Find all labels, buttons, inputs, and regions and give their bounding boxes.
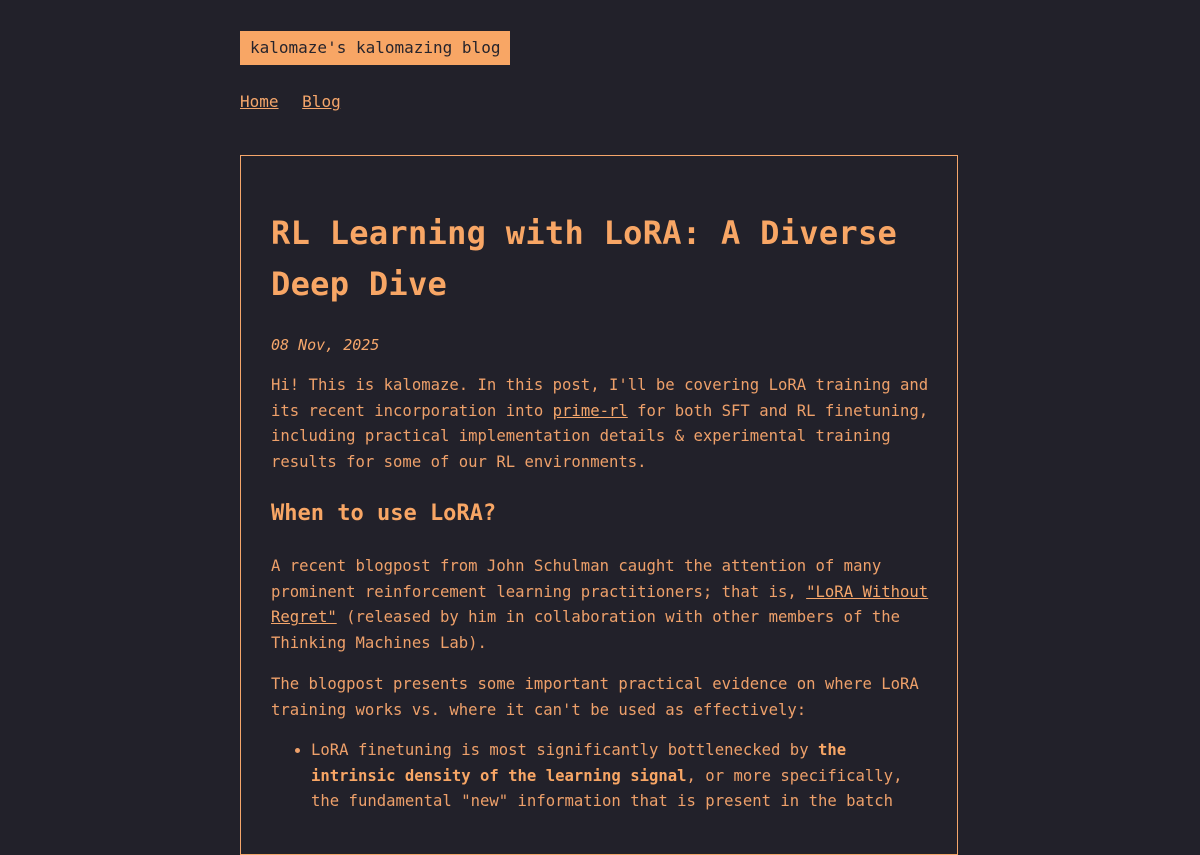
p1-text-before: A recent blogpost from John Schulman caught the attention of many prominent reinforcement learning practitioners; that is, xyxy=(271,557,882,601)
intro-paragraph xyxy=(271,373,931,476)
list-item xyxy=(311,738,931,815)
intro-text-before: Hi! This is kalomaze. In this post, I'll be covering LoRA training and its recent incorporation into xyxy=(271,376,929,420)
site-title-link[interactable]: kalomaze's kalomazing blog xyxy=(240,31,510,65)
post-card xyxy=(240,155,958,855)
section1-paragraph-1 xyxy=(271,554,931,657)
bullet-bold-text: the intrinsic density of the learning signal xyxy=(311,741,847,785)
prime-rl-link[interactable]: prime-rl xyxy=(552,401,628,420)
nav-link-home[interactable]: Home xyxy=(240,92,279,111)
nav-link-blog[interactable]: Blog xyxy=(302,92,341,111)
intro-text-after: for both SFT and RL finetuning, including practical implementation details & experimental training results for some of our RL environments. xyxy=(271,401,929,472)
lora-without-regret-link[interactable]: "LoRA Without Regret" xyxy=(271,582,929,627)
post-date: 08 Nov, 2025 xyxy=(271,336,380,354)
post-title: RL Learning with LoRA: A Diverse Deep Dive xyxy=(271,214,898,303)
top-nav xyxy=(240,91,355,113)
section1-paragraph-2: The blogpost presents some important practical evidence on where LoRA training works vs. where it can't be used as effectively: xyxy=(271,675,919,719)
bullet-text-before: LoRA finetuning is most significantly bottlenecked by xyxy=(311,741,818,759)
section-heading-when-to-use-lora: When to use LoRA? xyxy=(271,501,497,526)
bullet-text-after: , or more specifically, the fundamental "new" information that is present in the batch xyxy=(311,766,903,811)
evidence-list xyxy=(271,738,931,815)
p1-text-after: (released by him in collaboration with other members of the Thinking Machines Lab). xyxy=(271,608,901,653)
